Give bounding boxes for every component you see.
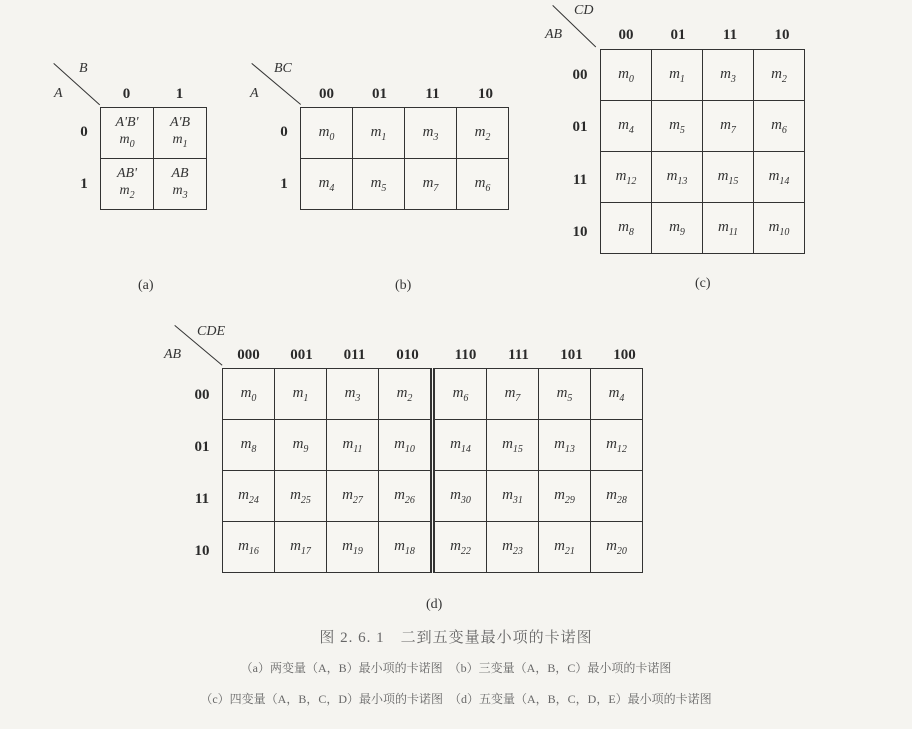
kmap-cell: AB $m_3$: [154, 159, 207, 210]
figure-label: (a): [138, 278, 154, 293]
kmap-cell: $m_3$: [405, 108, 457, 159]
kmap-cell: $m_9$: [275, 420, 327, 471]
row-header: 1: [280, 176, 288, 192]
kmap-cell: $m_1$: [652, 50, 703, 101]
col-header: 11: [722, 27, 738, 43]
row-variable-label: AB: [545, 27, 563, 42]
kmap-cell: $m_6$: [433, 369, 487, 420]
kmap-cell: $m_{31}$: [487, 471, 539, 522]
kmap-cell: $m_0$: [223, 369, 275, 420]
col-header: 111: [508, 347, 529, 363]
col-header: 00: [319, 86, 334, 102]
figure-label: (c): [695, 276, 711, 291]
kmap-cell: $m_{29}$: [539, 471, 591, 522]
kmap-cell: $m_{22}$: [433, 522, 487, 573]
col-header: 00: [618, 27, 634, 43]
kmap-cell: $m_0$: [301, 108, 353, 159]
figure-label: (d): [426, 597, 443, 612]
kmap-cell: $m_{19}$: [327, 522, 379, 573]
kmap-cell: $m_7$: [703, 101, 754, 152]
kmap-cell: $m_{24}$: [223, 471, 275, 522]
col-header: 0: [122, 86, 131, 102]
col-header: 001: [290, 347, 313, 363]
col-header: 01: [670, 27, 686, 43]
kmap-cell: $m_8$: [601, 203, 652, 254]
kmap-cell: $m_5$: [353, 159, 405, 210]
col-variable-label: CDE: [197, 324, 225, 339]
row-variable-label: A: [250, 86, 259, 101]
kmap-c-grid: [600, 49, 805, 254]
row-variable-label: AB: [164, 347, 182, 362]
kmap-cell: $m_9$: [652, 203, 703, 254]
col-variable-label: B: [79, 61, 88, 76]
row-header: 1: [80, 176, 88, 192]
kmap-cell: $m_6$: [754, 101, 805, 152]
kmap-cell: $m_{14}$: [433, 420, 487, 471]
kmap-cell: AB' $m_2$: [101, 159, 154, 210]
kmap-cell: $m_{18}$: [379, 522, 433, 573]
kmap-cell: $m_1$: [353, 108, 405, 159]
col-header: 110: [454, 347, 477, 363]
kmap-cell: $m_2$: [379, 369, 433, 420]
kmap-cell: $m_{10}$: [379, 420, 433, 471]
col-header: 000: [237, 347, 260, 363]
row-header: 10: [572, 224, 588, 240]
kmap-cell: $m_{17}$: [275, 522, 327, 573]
kmap-cell: $m_7$: [405, 159, 457, 210]
figure-caption-line-1: （a）两变量（A，B）最小项的卡诺图 （b）三变量（A，B，C）最小项的卡诺图: [240, 661, 672, 675]
kmap-cell: $m_{23}$: [487, 522, 539, 573]
row-header: 00: [194, 387, 210, 403]
col-header: 11: [425, 86, 440, 102]
kmap-cell: $m_{21}$: [539, 522, 591, 573]
kmap-cell: $m_8$: [223, 420, 275, 471]
figure-caption-title: 图 2. 6. 1 二到五变量最小项的卡诺图: [319, 630, 593, 646]
row-header: 0: [80, 124, 88, 140]
col-header: 1: [175, 86, 184, 102]
kmap-b-grid: [300, 107, 509, 210]
row-header: 01: [572, 119, 588, 135]
col-header: 10: [774, 27, 790, 43]
kmap-cell: $m_3$: [703, 50, 754, 101]
kmap-cell: $m_4$: [601, 101, 652, 152]
kmap-cell: $m_{25}$: [275, 471, 327, 522]
kmap-cell: $m_{15}$: [487, 420, 539, 471]
col-header: 10: [478, 86, 493, 102]
kmap-cell: $m_{15}$: [703, 152, 754, 203]
kmap-cell: $m_{11}$: [327, 420, 379, 471]
row-header: 0: [280, 124, 288, 140]
row-header: 01: [194, 439, 210, 455]
kmap-cell: $m_0$: [601, 50, 652, 101]
row-header: 11: [572, 172, 588, 188]
kmap-cell: A'B' $m_0$: [101, 108, 154, 159]
kmap-cell: $m_{16}$: [223, 522, 275, 573]
kmap-cell: $m_{11}$: [703, 203, 754, 254]
kmap-cell: $m_2$: [457, 108, 509, 159]
kmap-cell: $m_{14}$: [754, 152, 805, 203]
kmap-d-grid: [222, 368, 643, 573]
kmap-cell: $m_4$: [591, 369, 643, 420]
figure-label: (b): [395, 278, 412, 293]
row-header: 10: [194, 543, 210, 559]
row-header: 11: [194, 491, 210, 507]
col-header: 100: [613, 347, 636, 363]
row-header: 00: [572, 67, 588, 83]
kmap-cell: $m_1$: [275, 369, 327, 420]
kmap-cell: $m_2$: [754, 50, 805, 101]
kmap-cell: A'B $m_1$: [154, 108, 207, 159]
kmap-cell: $m_5$: [652, 101, 703, 152]
kmap-cell: $m_4$: [301, 159, 353, 210]
col-variable-label: BC: [274, 61, 292, 76]
kmap-cell: $m_{28}$: [591, 471, 643, 522]
row-variable-label: A: [54, 86, 63, 101]
kmap-cell: $m_{26}$: [379, 471, 433, 522]
col-header: 011: [343, 347, 366, 363]
col-variable-label: CD: [574, 3, 594, 18]
kmap-cell: $m_7$: [487, 369, 539, 420]
col-header: 101: [560, 347, 583, 363]
kmap-cell: $m_6$: [457, 159, 509, 210]
kmap-cell: $m_3$: [327, 369, 379, 420]
kmap-cell: $m_{20}$: [591, 522, 643, 573]
kmap-cell: $m_{10}$: [754, 203, 805, 254]
col-header: 01: [372, 86, 387, 102]
col-header: 010: [396, 347, 419, 363]
figure-caption-line-2: （c）四变量（A，B，C，D）最小项的卡诺图 （d）五变量（A，B，C，D，E）最小项的卡诺图: [200, 692, 712, 706]
kmap-cell: $m_{13}$: [652, 152, 703, 203]
kmap-a-grid: [100, 107, 207, 210]
kmap-cell: $m_{27}$: [327, 471, 379, 522]
kmap-cell: $m_5$: [539, 369, 591, 420]
kmap-cell: $m_{30}$: [433, 471, 487, 522]
kmap-cell: $m_{12}$: [591, 420, 643, 471]
kmap-cell: $m_{12}$: [601, 152, 652, 203]
kmap-cell: $m_{13}$: [539, 420, 591, 471]
